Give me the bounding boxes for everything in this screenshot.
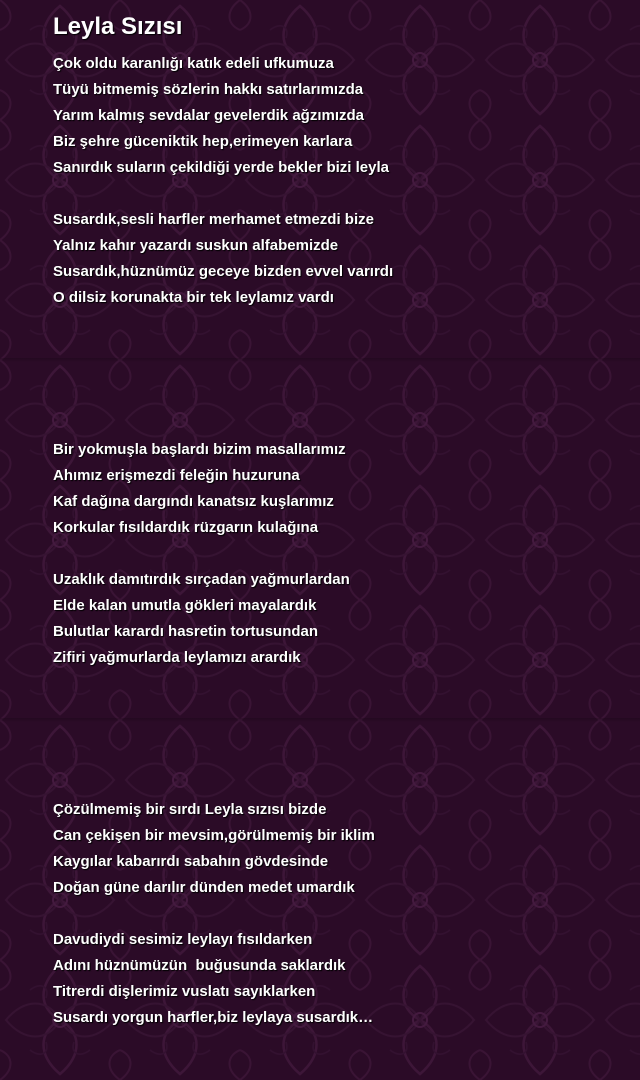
poem-line: Çok oldu karanlığı katık edeli ufkumuza	[53, 55, 334, 72]
poem-line: Susardık,sesli harfler merhamet etmezdi bize	[53, 211, 374, 228]
poem-line: Titrerdi dişlerimiz vuslatı sayıklarken	[53, 983, 316, 1000]
poem-line: Bulutlar karardı hasretin tortusundan	[53, 623, 319, 640]
stanza-3	[53, 437, 346, 541]
poem-line: Yalnız kahır yazardı suskun alfabemizde	[53, 237, 339, 254]
poem-title: Leyla Sızısı	[53, 13, 183, 40]
poem-line: Bir yokmuşla başlardı bizim masallarımız	[53, 441, 346, 458]
poem-line: Kaygılar kabarırdı sabahın gövdesinde	[53, 853, 329, 870]
stanza-4	[53, 567, 350, 671]
poem-line: Korkular fısıldardık rüzgarın kulağına	[53, 519, 319, 536]
stanza-5	[53, 797, 375, 901]
poem-line: Can çekişen bir mevsim,görülmemiş bir iklim	[53, 827, 375, 844]
poem-line: O dilsiz korunakta bir tek leylamız vardı	[53, 289, 334, 306]
poem-line: Çözülmemiş bir sırdı Leyla sızısı bizde	[53, 801, 327, 818]
poem-line: Yarım kalmış sevdalar gevelerdik ağzımızda	[53, 107, 365, 124]
poem-line: Zifiri yağmurlarda leylamızı arardık	[53, 649, 301, 666]
poem-line: Susardık,hüznümüz geceye bizden evvel varırdı	[53, 263, 394, 280]
poem-line: Adını hüznümüzün buğusunda saklardık	[53, 957, 346, 974]
poem-line: Uzaklık damıtırdık sırçadan yağmurlardan	[53, 571, 350, 588]
poem-line: Ahımız erişmezdi feleğin huzuruna	[53, 467, 300, 484]
poem-line: Susardı yorgun harfler,biz leylaya susardık…	[53, 1009, 374, 1026]
poem-line: Doğan güne darılır dünden medet umardık	[53, 879, 355, 896]
stanza-6	[53, 927, 373, 1031]
poem-line: Elde kalan umutla gökleri mayalardık	[53, 597, 317, 614]
poem-line: Biz şehre güceniktik hep,erimeyen karlara	[53, 133, 353, 150]
poem-line: Kaf dağına dargındı kanatsız kuşlarımız	[53, 493, 334, 510]
stanza-1	[53, 51, 389, 181]
poem-line: Tüyü bitmemiş sözlerin hakkı satırlarımızda	[53, 81, 364, 98]
poem-line: Davudiydi sesimiz leylayı fısıldarken	[53, 931, 313, 948]
stanza-2	[53, 207, 393, 311]
poem-line: Sanırdık suların çekildiği yerde bekler bizi leyla	[53, 159, 389, 176]
